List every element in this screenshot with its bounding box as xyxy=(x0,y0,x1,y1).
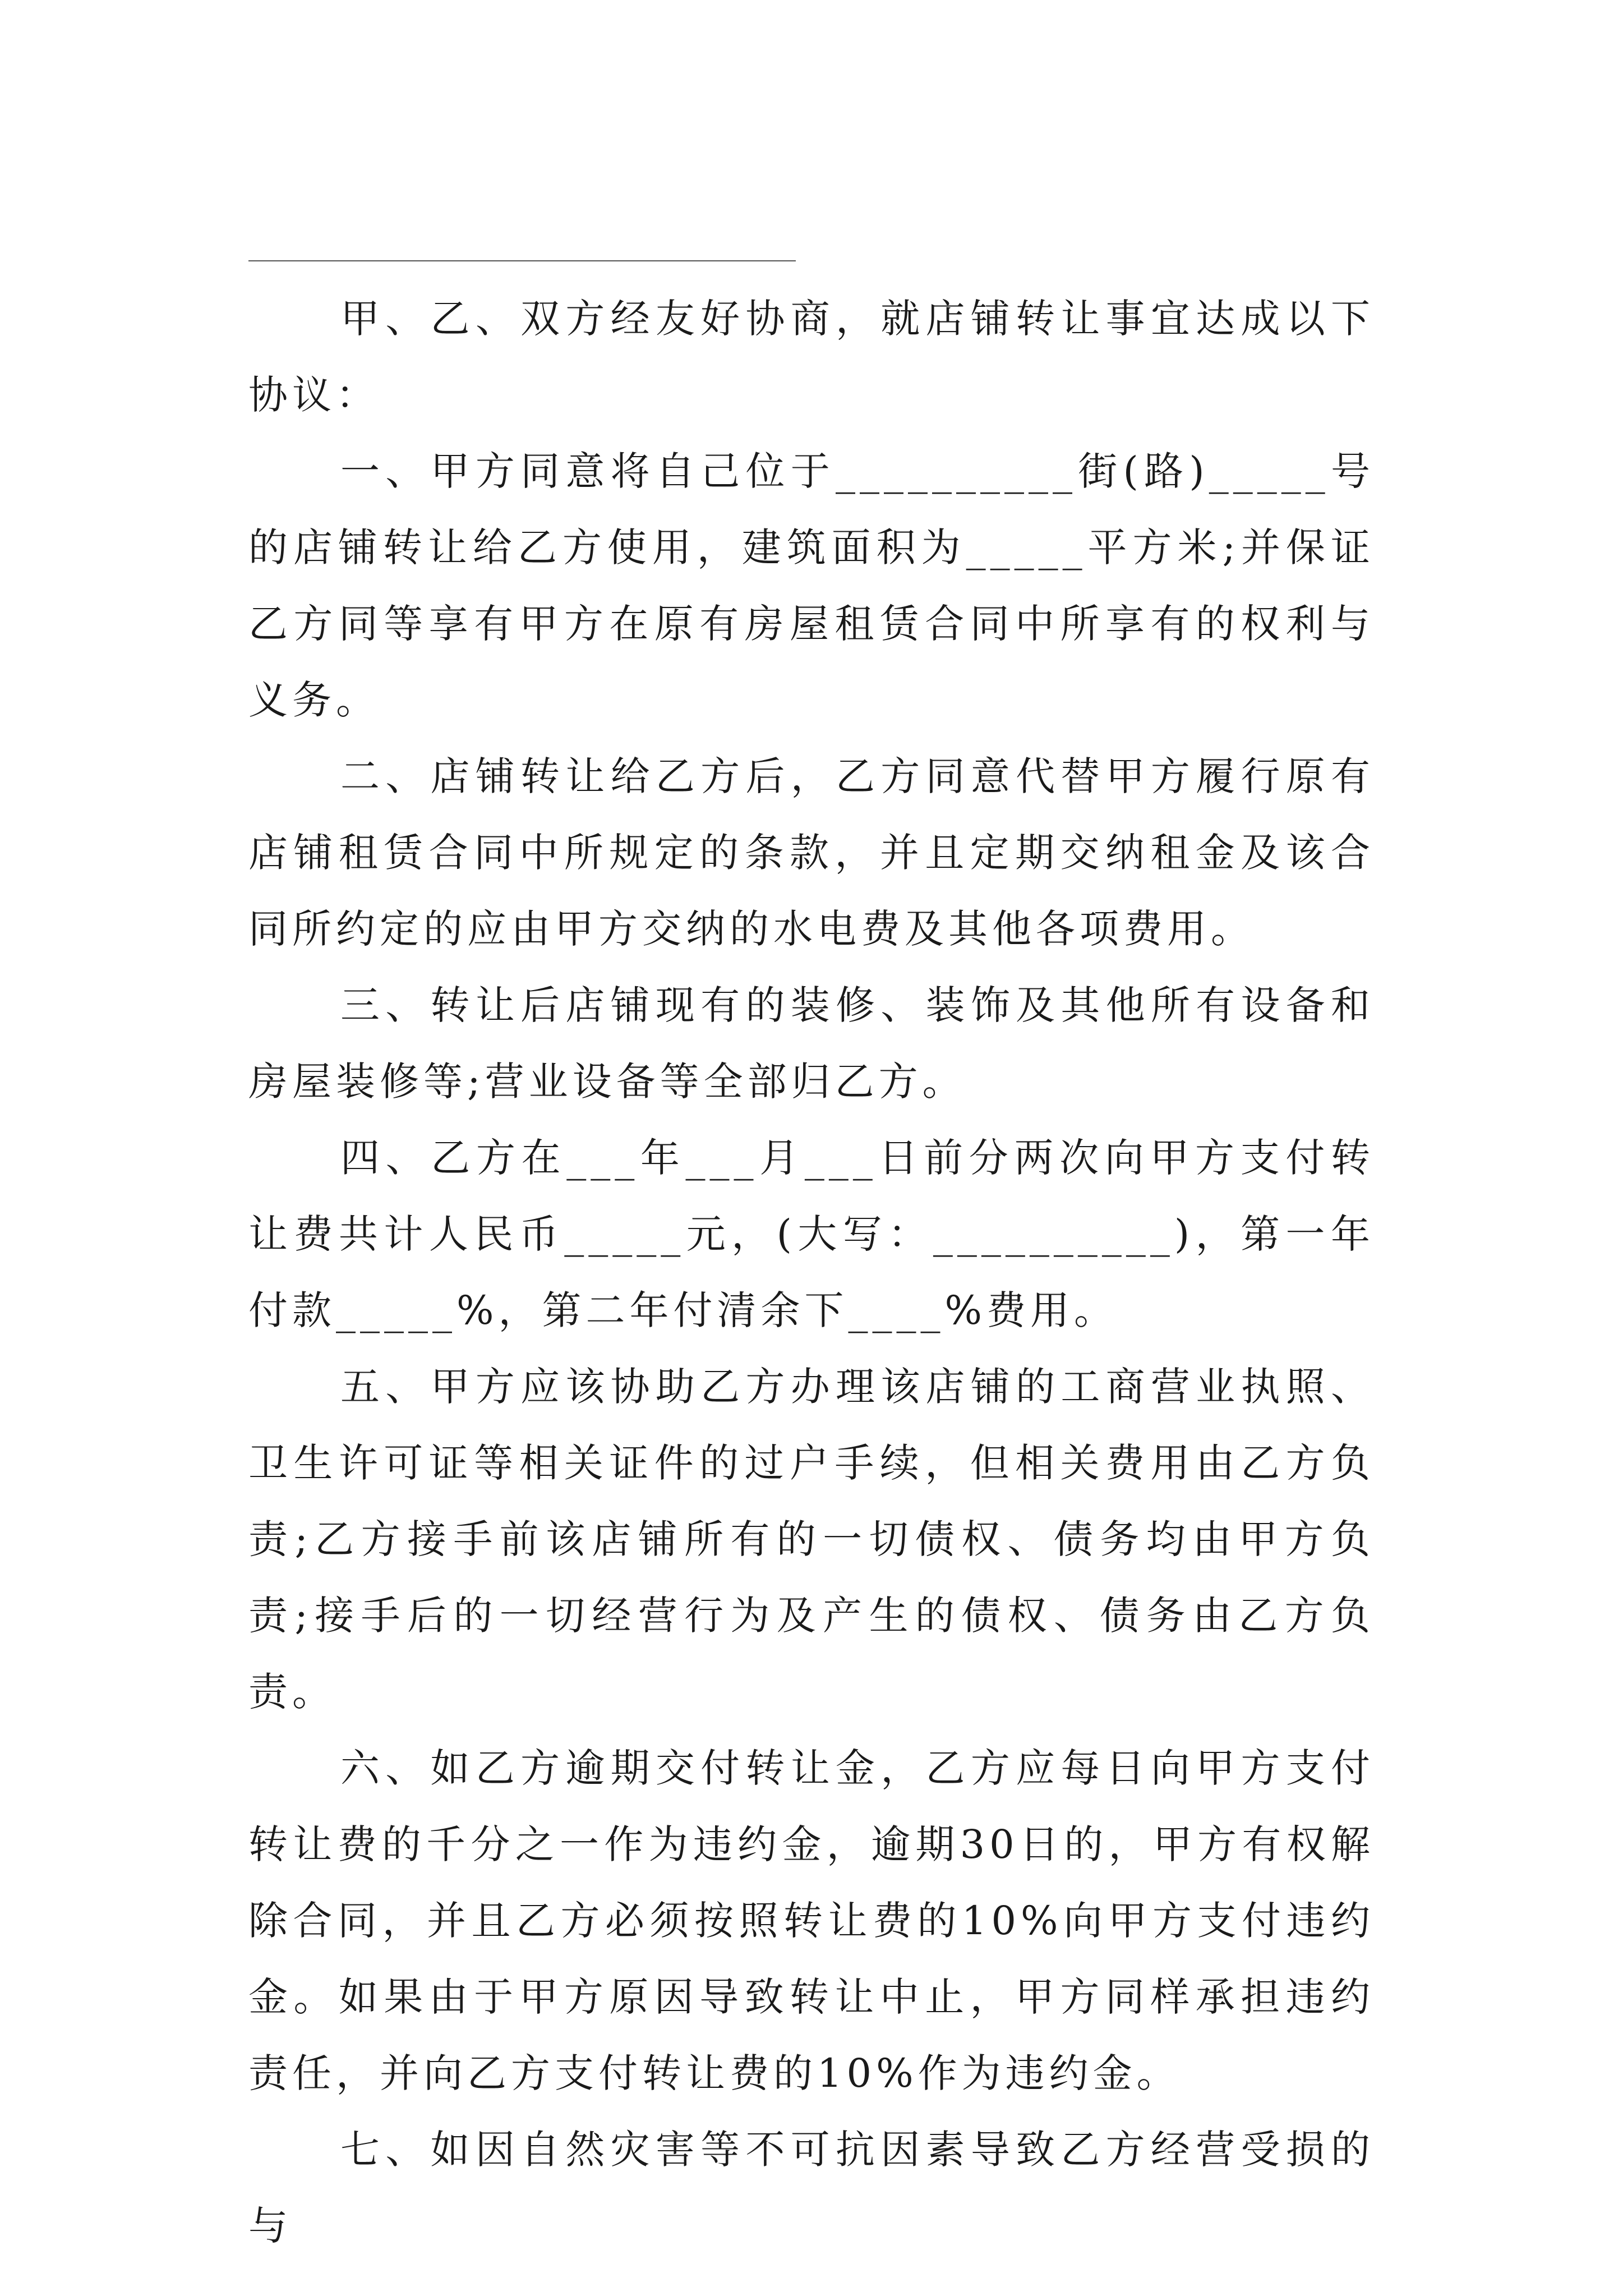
intro-paragraph: 甲、乙、双方经友好协商，就店铺转让事宜达成以下协议： xyxy=(248,296,1375,418)
clause-5-paragraph: 五、甲方应该协助乙方办理该店铺的工商营业执照、卫生许可证等相关证件的过户手续，但相关费用由乙方负责;乙方接手前该店铺所有的一切债权、债务均由甲方负责;接手后的一切经营行为及产生的债权、债务由乙方负责。 xyxy=(248,1364,1375,1715)
document-body xyxy=(248,280,1375,2264)
header-divider xyxy=(248,260,796,261)
clause-4-paragraph: 四、乙方在___年___月___日前分两次向甲方支付转让费共计人民币_____元，(大写：__________)，第一年付款_____%，第二年付清余下____%费用。 xyxy=(248,1135,1375,1333)
clause-7-paragraph: 七、如因自然灾害等不可抗因素导致乙方经营受损的与 xyxy=(248,2127,1375,2249)
clause-1-paragraph: 一、甲方同意将自己位于__________街(路)_____号的店铺转让给乙方使用，建筑面积为_____平方米;并保证乙方同等享有甲方在原有房屋租赁合同中所享有的权利与义务。 xyxy=(248,448,1375,723)
clause-3-paragraph: 三、转让后店铺现有的装修、装饰及其他所有设备和房屋装修等;营业设备等全部归乙方。 xyxy=(248,982,1375,1105)
clause-2-paragraph: 二、店铺转让给乙方后，乙方同意代替甲方履行原有店铺租赁合同中所规定的条款，并且定期交纳租金及该合同所约定的应由甲方交纳的水电费及其他各项费用。 xyxy=(248,753,1375,952)
clause-6-paragraph: 六、如乙方逾期交付转让金，乙方应每日向甲方支付转让费的千分之一作为违约金，逾期30日的，甲方有权解除合同，并且乙方必须按照转让费的10%向甲方支付违约金。如果由于甲方原因导致转让中止，甲方同样承担违约责任，并向乙方支付转让费的10%作为违约金。 xyxy=(248,1745,1375,2096)
